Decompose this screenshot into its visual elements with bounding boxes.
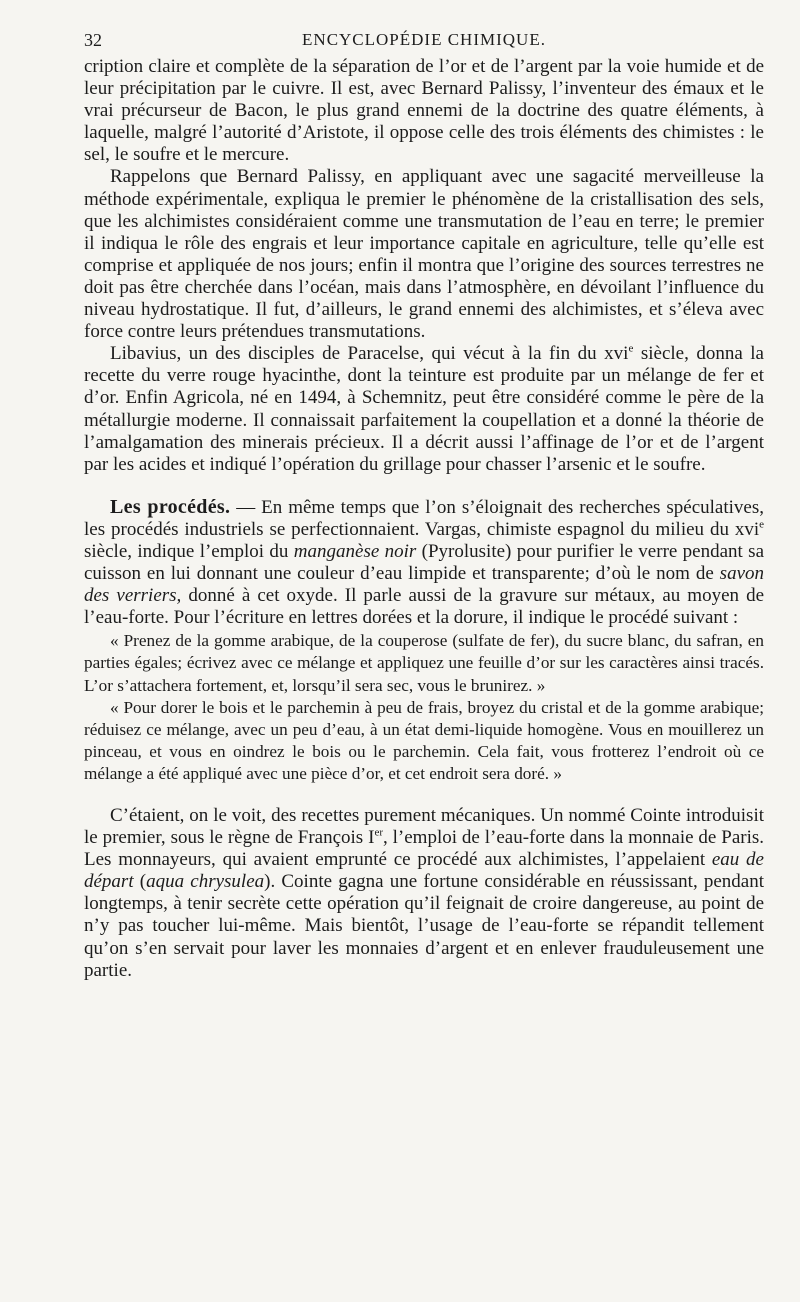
text-run: (Pyrolusite) pour purifier le verre pendant sa cuisson en lui donnant une couleur d’eau limpide et transparente; d’où le nom de [84,540,765,585]
text-run: ). Cointe gagna une fortune considérable en réussissant, pendant longtemps, à tenir secrète cette opération qu’il feignait de croire dangereuse, au point de n’y pas toucher lui-même. Mais bientôt, l’usage de l’eau-forte se répandit tellement qu’on s’en servait pour laver les monnaies d’argent et en enlever frauduleusement une partie. [84,871,765,981]
page-number: 32 [84,30,102,50]
paragraph-procedes [84,496,764,630]
running-title: ENCYCLOPÉDIE CHIMIQUE. [302,30,546,49]
text-run: siècle, indique l’emploi du [84,540,294,562]
text-run: donné à cet oxyde. Il parle aussi de la gravure sur métaux, au moyen de l’eau-forte. Pour l’écriture en lettres dorées et la dorure, il indique le procédé suivant : [84,585,764,629]
quotation-2: « Pour dorer le bois et le parchemin à peu de frais, broyez du cristal et de la gomme arabique; réduisez ce mélange, avec un peu d’eau, à un état demi-liquide homogène. Vous en mouillerez un pinceau, et vous en oindrez le bois ou le parchemin. Cela fait, vous frotterez l’endroit où ce mélange a été appliqué avec une pièce d’or, et cet endroit sera doré. » [84,697,764,783]
quotation-1: « Prenez de la gomme arabique, de la couperose (sulfate de fer), du sucre blanc, du safran, en parties égales; écrivez avec ce mélange et appliquez une feuille d’or sur les caractères ainsi tracés. L’or s’attachera fortement, et, lorsqu’il sera sec, vous le brunirez. » [84,631,764,695]
section-heading: Les procédés. [110,495,231,518]
superscript: e [759,518,764,531]
italic-term: aqua chrysulea [146,871,265,893]
paragraph-palissy: Rappelons que Bernard Palissy, en appliquant avec une sagacité merveilleuse la méthode expérimentale, expliqua le premier le phénomène de la cristallisation des sels, que les alchimistes considéraient comme une transmutation de l’eau en terre; le premier il indiqua le rôle des engrais et leur importance capitale en agriculture, telle qu’elle est comprise et appliquée de nos jours; enfin il montra que l’origine des sources terrestres ne doit pas être cherchée dans l’océan, mais dans l’atmosphère, en dévoilant l’influence du niveau hydrostatique. Il fut, d’ailleurs, le grand ennemi des alchimistes, et s’éleva avec force contre leurs prétendues transmutations. [84,166,764,343]
italic-term: eau de départ [84,849,764,893]
superscript: er [374,826,383,839]
text-run: ( [133,871,147,893]
text-run: Libavius, un des disciples de Paracelse, qui vécut à la fin du xvi [110,343,629,365]
text-run: , l’emploi de l’eau-forte dans la monnaie de Paris. Les monnayeurs, qui avaient emprunté ce procédé aux alchimistes, l’appelaient [84,827,765,871]
italic-term: savon des verriers, [84,563,764,607]
paragraph-continuation: cription claire et complète de la séparation de l’or et de l’argent par la voie humide et de leur précipitation par le cuivre. Il est, avec Bernard Palissy, l’inventeur des émaux et le vrai précurseur de Bacon, le plus grand ennemi de la doctrine des quatre éléments, à laquelle, malgré l’autorité d’Aristote, il oppose celle des trois éléments des chimistes : le sel, le soufre et le mercure. [84,56,764,166]
text-run: — En même temps que l’on s’éloignait des recherches spéculatives, les procédés industriels se perfectionnaient. Vargas, chimiste espagnol du milieu du xvi [84,496,765,540]
paragraph-cointe [84,805,764,982]
superscript: e [628,342,634,355]
page-body [84,56,764,982]
text-run: C’étaient, on le voit, des recettes purement mécaniques. Un nommé Cointe introduisit le premier, sous le règne de François I [84,805,764,849]
page-header [84,30,764,56]
paragraph-libavius [84,343,764,476]
text-run: siècle, donna la recette du verre rouge hyacinthe, dont la teinture est produite par un mélange de fer et d’or. Enfin Agricola, né en 1494, à Schemnitz, peut être considéré comme le père de la métallurgie moderne. Il connaissait parfaitement la coupellation et a donné la théorie de l’amalgamation des minerais précieux. Il a décrit aussi l’affinage de l’or et de l’argent par les acides et indiqué l’opération du grillage pour chasser l’arsenic et le soufre. [84,343,764,475]
italic-term: manganèse noir [293,540,417,562]
